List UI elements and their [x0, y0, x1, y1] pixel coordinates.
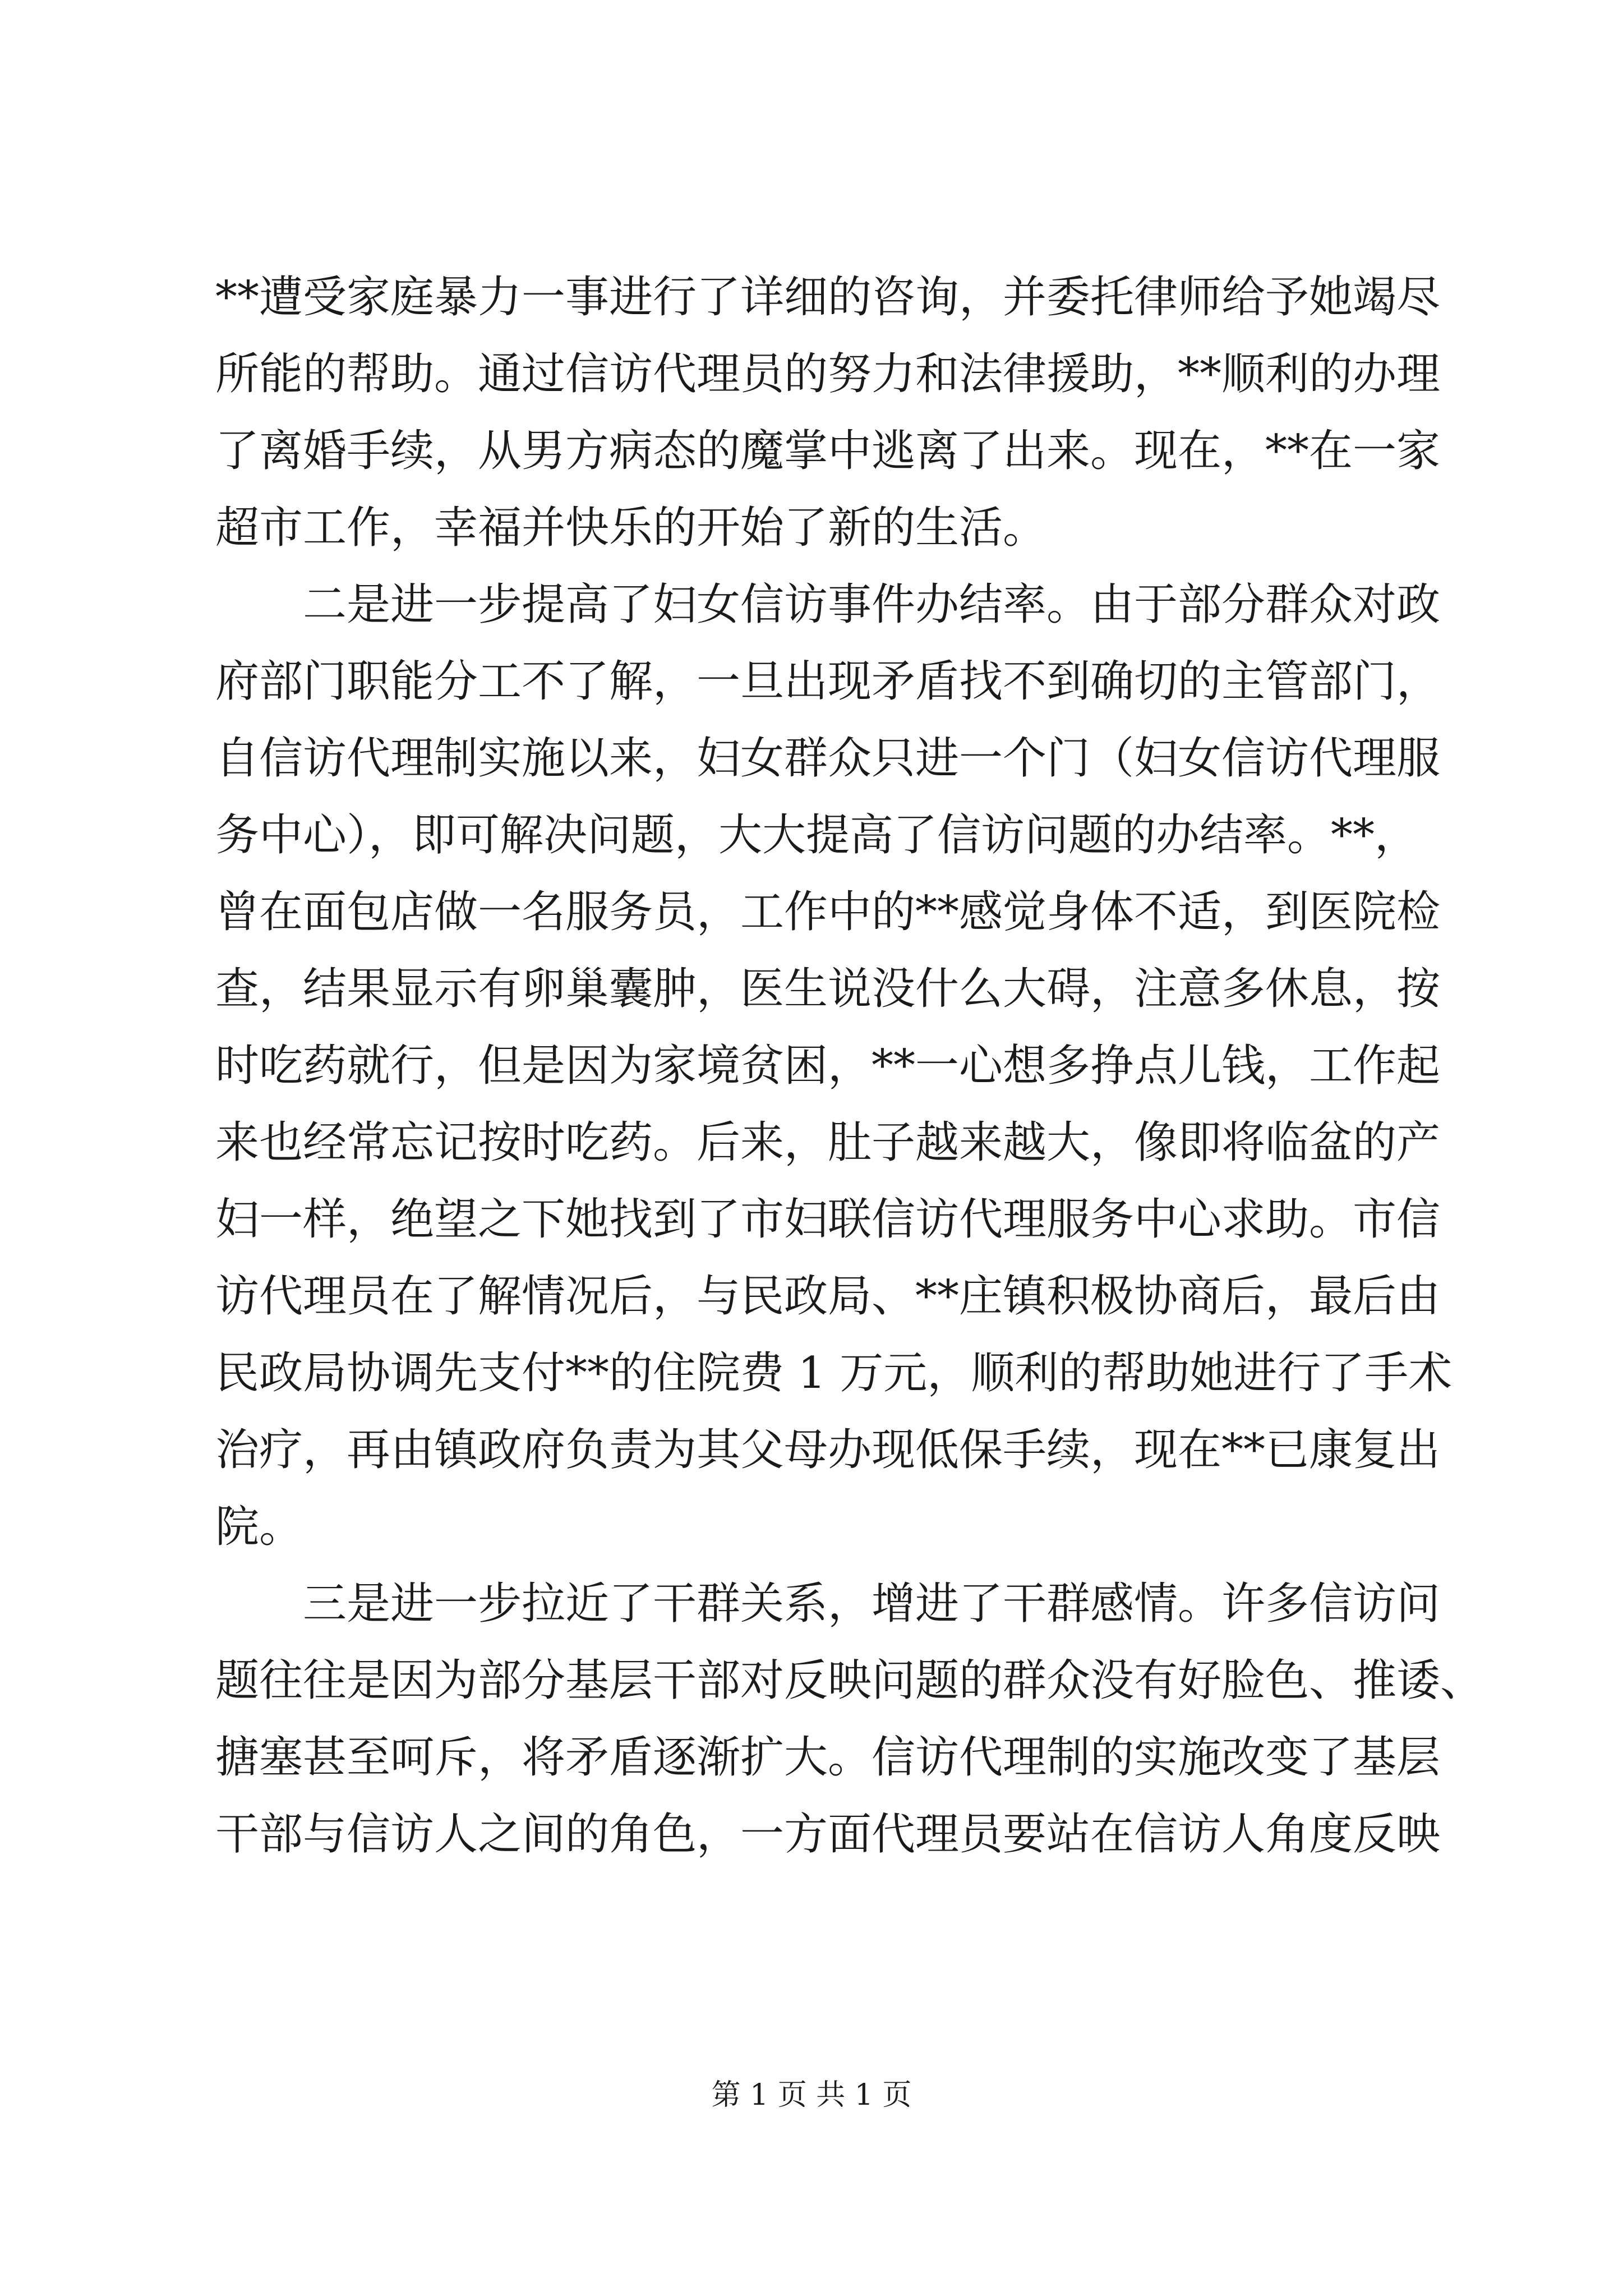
text-line: 超市工作，幸福并快乐的开始了新的生活。 [215, 503, 1047, 553]
text-line: 了离婚手续，从男方病态的魔掌中逃离了出来。现在，**在一家 [215, 426, 1441, 476]
text-line: 民政局协调先支付**的住院费 1 万元，顺利的帮助她进行了手术 [215, 1348, 1453, 1398]
text-line: 搪塞甚至呵斥，将矛盾逐渐扩大。信访代理制的实施改变了基层 [215, 1732, 1441, 1783]
text-line: 妇一样，绝望之下她找到了市妇联信访代理服务中心求助。市信 [215, 1194, 1441, 1245]
text-line: 治疗，再由镇政府负责为其父母办现低保手续，现在**已康复出 [215, 1425, 1441, 1475]
text-line: 曾在面包店做一名服务员，工作中的**感觉身体不适，到医院检 [215, 887, 1441, 937]
text-line: 查，结果显示有卵巢囊肿，医生说没什么大碍，注意多休息，按 [215, 964, 1441, 1014]
text-line: 务中心），即可解决问题，大大提高了信访问题的办结率。**， [215, 810, 1419, 861]
text-line: 访代理员在了解情况后，与民政局、**庄镇积极协商后，最后由 [215, 1271, 1441, 1322]
text-line: 时吃药就行，但是因为家境贫困，**一心想多挣点儿钱，工作起 [215, 1041, 1441, 1091]
text-line: 来也经常忘记按时吃药。后来，肚子越来越大，像即将临盆的产 [215, 1117, 1441, 1168]
document-body [215, 259, 1484, 1873]
paragraph-start-line: 三是进一步拉近了干群关系，增进了干群感情。许多信访问 [303, 1579, 1441, 1629]
paragraph-start-line: 二是进一步提高了妇女信访事件办结率。由于部分群众对政 [303, 579, 1441, 630]
page-number-label: 第 1 页 共 1 页 [711, 2078, 912, 2112]
text-line: 干部与信访人之间的角色，一方面代理员要站在信访人角度反映 [215, 1809, 1441, 1860]
page-footer [0, 2076, 1623, 2115]
text-line: 题往往是因为部分基层干部对反映问题的群众没有好脸色、推诿、 [215, 1655, 1484, 1706]
text-line: 所能的帮助。通过信访代理员的努力和法律援助，**顺利的办理 [215, 349, 1441, 399]
text-line: 院。 [215, 1502, 303, 1552]
text-line: 府部门职能分工不了解，一旦出现矛盾找不到确切的主管部门， [215, 656, 1441, 707]
text-line: **遭受家庭暴力一事进行了详细的咨询，并委托律师给予她竭尽 [215, 272, 1441, 323]
text-line: 自信访代理制实施以来，妇女群众只进一个门（妇女信访代理服 [215, 733, 1441, 784]
